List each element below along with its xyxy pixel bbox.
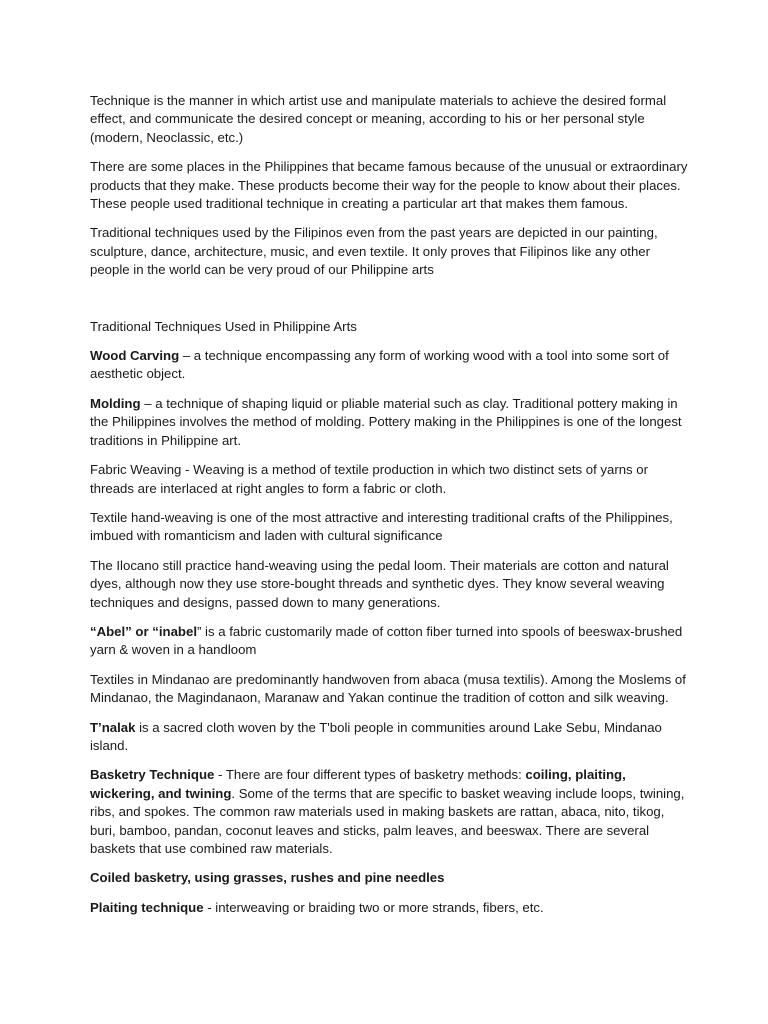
molding-term: Molding [90, 395, 141, 411]
basketry-text-2: . Some of the terms that are specific to basket weaving include loops, twining, ribs, and spokes. The common raw materials used in making baskets are rattan, abaca, nito, tikog, buri, bamboo, pandan, coconut leaves and sticks, palm leaves, and beeswax. There are several baskets that use combined raw materials. [90, 785, 685, 856]
molding-paragraph [90, 395, 690, 450]
fabric-weaving-paragraph: Fabric Weaving - Weaving is a method of textile production in which two distinct sets of yarns or threads are interlaced at right angles to form a fabric or cloth. [90, 462, 649, 496]
wood-carving-paragraph [90, 347, 690, 384]
plaiting-text: - interweaving or braiding two or more strands, fibers, etc. [203, 899, 544, 915]
basketry-term: Basketry Technique [90, 767, 215, 783]
tnalak-paragraph [90, 719, 690, 756]
mindanao-paragraph: Textiles in Mindanao are predominantly handwoven from abaca (musa textilis). Among the Moslems of Mindanao, the Magindanaon, Maranaw and Yakan continue the tradition of cotton and silk weaving. [90, 671, 686, 706]
section-heading: Traditional Techniques Used in Philippine Arts [90, 318, 357, 334]
basketry-methods: coiling, plaiting, wickering, and twining [90, 767, 626, 801]
abel-term: “Abel” or “inabel [90, 623, 197, 639]
basketry-text-1: - There are four different types of basketry methods: [214, 767, 526, 783]
intro-paragraph-3: Traditional techniques used by the Filipinos even from the past years are depicted in our painting, sculpture, dance, architecture, music, and even textile. It only proves that Filipinos like any other people in the world can be very proud of our Philippine arts [90, 225, 658, 278]
wood-carving-text: – a technique encompassing any form of working wood with a tool into some sort of aesthetic object. [90, 348, 669, 382]
tnalak-text: is a sacred cloth woven by the T'boli people in communities around Lake Sebu, Mindanao island. [90, 719, 662, 753]
coiled-basketry-text: Coiled basketry, using grasses, rushes and pine needles [90, 870, 445, 886]
abel-text: ” is a fabric customarily made of cotton fiber turned into spools of beeswax-brushed yarn & woven in a handloom [90, 623, 683, 658]
abel-paragraph [90, 623, 690, 660]
basketry-paragraph [90, 766, 690, 858]
tnalak-term: T’nalak [90, 719, 136, 735]
intro-paragraph-2: There are some places in the Philippines that became famous because of the unusual or extraordinary products that they make. These products become their way for the people to know about their places. These people used traditional technique in creating a particular art that makes them famous. [90, 159, 688, 212]
plaiting-term: Plaiting technique [90, 899, 204, 915]
document-body [90, 92, 690, 917]
coiled-basketry-paragraph [90, 869, 690, 887]
plaiting-paragraph [90, 899, 690, 917]
wood-carving-term: Wood Carving [90, 348, 180, 364]
intro-paragraph-1: Technique is the manner in which artist use and manipulate materials to achieve the desired formal effect, and communicate the desired concept or meaning, according to his or her personal style (modern, Neoclassic, etc.) [90, 93, 667, 145]
molding-text: – a technique of shaping liquid or pliable material such as clay. Traditional pottery making in the Philippines involves the method of molding. Pottery making in the Philippines is one of the longest traditions in Philippine art. [90, 395, 682, 448]
ilocano-paragraph: The Ilocano still practice hand-weaving using the pedal loom. Their materials are cotton and natural dyes, although now they use store-bought threads and synthetic dyes. They know several weaving techniques and designs, passed down to many generations. [90, 557, 669, 610]
textile-paragraph: Textile hand-weaving is one of the most attractive and interesting traditional crafts of the Philippines, imbued with romanticism and laden with cultural significance [90, 509, 673, 544]
